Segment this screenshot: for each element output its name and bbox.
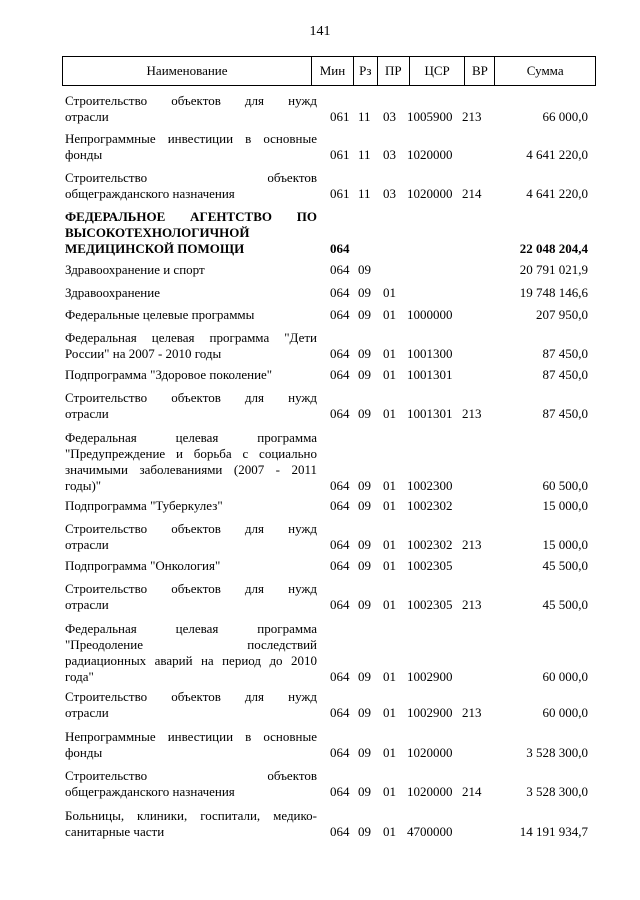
table-row: [0, 521, 640, 553]
header-csr: ЦСР: [410, 57, 466, 85]
row-csr: 1002900: [407, 669, 453, 684]
row-name-line: отрасли: [65, 705, 109, 720]
row-name-line: Больницы, клиники, госпитали, медико-: [65, 808, 317, 823]
row-name: [65, 430, 317, 494]
row-rz: 09: [358, 558, 371, 573]
row-name-line: Непрограммные инвестиции в основные: [65, 131, 317, 146]
row-name-line: Строительство объектов: [65, 170, 317, 185]
row-csr: 1002300: [407, 478, 453, 493]
table-row: [0, 729, 640, 761]
row-name-line: отрасли: [65, 109, 109, 124]
row-sum: 3 528 300,0: [526, 745, 588, 760]
row-name: [65, 209, 317, 257]
row-name-line: Строительство объектов для нужд: [65, 390, 317, 405]
row-min: 064: [330, 669, 350, 684]
table-row: [0, 689, 640, 721]
row-pr: 01: [383, 705, 396, 720]
row-sum: 60 000,0: [542, 669, 588, 684]
row-name-line: отрасли: [65, 537, 109, 552]
header-name: Наименование: [63, 57, 312, 85]
row-name-line: общегражданского назначения: [65, 784, 235, 799]
row-name-line: Федеральная целевая программа "Дети: [65, 330, 317, 345]
row-sum: 207 950,0: [536, 307, 588, 322]
table-row: [0, 498, 640, 514]
row-vr: 214: [462, 784, 482, 799]
row-min: 064: [330, 346, 350, 361]
row-pr: 03: [383, 147, 396, 162]
table-row: [0, 558, 640, 574]
row-sum: 4 641 220,0: [526, 147, 588, 162]
row-min: 064: [330, 406, 350, 421]
row-name-line: года": [65, 669, 94, 684]
row-name-line: годы)": [65, 478, 102, 493]
row-pr: 01: [383, 558, 396, 573]
table-row: [0, 430, 640, 494]
table-row: [0, 330, 640, 362]
row-name: [65, 621, 317, 685]
row-pr: 03: [383, 186, 396, 201]
row-sum: 4 641 220,0: [526, 186, 588, 201]
row-min: 064: [330, 367, 350, 382]
row-name-line: России" на 2007 - 2010 годы: [65, 346, 222, 361]
row-vr: 213: [462, 705, 482, 720]
row-name-line: Федеральная целевая программа: [65, 621, 317, 636]
row-csr: 1002305: [407, 597, 453, 612]
page-number: 141: [309, 24, 331, 39]
table-row: [0, 768, 640, 800]
row-vr: 214: [462, 186, 482, 201]
row-pr: 01: [383, 285, 396, 300]
row-rz: 09: [358, 478, 371, 493]
row-name-line: радиационных аварий на период до 2010: [65, 653, 317, 668]
row-sum: 15 000,0: [542, 537, 588, 552]
row-sum: 14 191 934,7: [519, 824, 588, 839]
row-sum: 22 048 204,4: [519, 241, 588, 256]
row-name-line: Строительство объектов для нужд: [65, 93, 317, 108]
table-header: [62, 56, 596, 86]
row-name: [65, 93, 317, 125]
row-name-line: Здравоохранение и спорт: [65, 262, 205, 277]
row-sum: 3 528 300,0: [526, 784, 588, 799]
row-name: [65, 729, 317, 761]
row-sum: 45 500,0: [542, 597, 588, 612]
row-csr: 1001301: [407, 406, 453, 421]
row-name-line: Здравоохранение: [65, 285, 160, 300]
row-rz: 09: [358, 669, 371, 684]
row-rz: 09: [358, 745, 371, 760]
row-name: [65, 768, 317, 800]
row-rz: 09: [358, 824, 371, 839]
row-name-line: "Преодоление последствий: [65, 637, 317, 652]
row-pr: 01: [383, 745, 396, 760]
row-pr: 01: [383, 498, 396, 513]
row-min: 064: [330, 558, 350, 573]
row-rz: 09: [358, 784, 371, 799]
row-min: 061: [330, 147, 350, 162]
row-min: 064: [330, 262, 350, 277]
row-name-line: МЕДИЦИНСКОЙ ПОМОЩИ: [65, 241, 245, 256]
row-pr: 01: [383, 478, 396, 493]
row-csr: 1002302: [407, 498, 453, 513]
table-row: [0, 621, 640, 685]
row-pr: 01: [383, 669, 396, 684]
row-name: [65, 498, 317, 514]
row-csr: 1020000: [407, 784, 453, 799]
row-min: 064: [330, 705, 350, 720]
row-rz: 11: [358, 109, 371, 124]
row-sum: 60 500,0: [542, 478, 588, 493]
row-name-line: "Предупреждение и борьба с социально: [65, 446, 317, 461]
row-name-line: фонды: [65, 745, 103, 760]
table-row: [0, 307, 640, 323]
row-sum: 87 450,0: [542, 367, 588, 382]
row-sum: 45 500,0: [542, 558, 588, 573]
row-rz: 09: [358, 307, 371, 322]
row-rz: 09: [358, 537, 371, 552]
row-rz: 09: [358, 367, 371, 382]
row-name-line: значимыми заболеваниями (2007 - 2011: [65, 462, 317, 477]
row-name: [65, 581, 317, 613]
row-pr: 01: [383, 784, 396, 799]
row-min: 061: [330, 109, 350, 124]
row-csr: 1001300: [407, 346, 453, 361]
row-name-line: Строительство объектов для нужд: [65, 689, 317, 704]
row-rz: 11: [358, 147, 371, 162]
row-name-line: Подпрограмма "Онкология": [65, 558, 221, 573]
row-csr: 1002900: [407, 705, 453, 720]
row-name: [65, 808, 317, 840]
row-min: 064: [330, 241, 350, 256]
header-min: Мин: [312, 57, 354, 85]
row-min: 064: [330, 478, 350, 493]
row-name-line: ФЕДЕРАЛЬНОЕ АГЕНТСТВО ПО: [65, 209, 317, 224]
row-pr: 01: [383, 537, 396, 552]
row-min: 064: [330, 745, 350, 760]
row-vr: 213: [462, 109, 482, 124]
row-name-line: Федеральные целевые программы: [65, 307, 255, 322]
header-sum: Сумма: [526, 63, 564, 78]
row-name-line: отрасли: [65, 406, 109, 421]
row-name: [65, 285, 317, 301]
row-sum: 20 791 021,9: [519, 262, 588, 277]
row-sum: 87 450,0: [542, 346, 588, 361]
row-name: [65, 262, 317, 278]
table-row: [0, 581, 640, 613]
row-name-line: Федеральная целевая программа: [65, 430, 317, 445]
table-row: [0, 390, 640, 422]
row-csr: 1002305: [407, 558, 453, 573]
row-name-line: Строительство объектов для нужд: [65, 521, 317, 536]
row-vr: 213: [462, 406, 482, 421]
row-name: [65, 307, 317, 323]
row-pr: 03: [383, 109, 396, 124]
table-row: [0, 808, 640, 840]
row-vr: 213: [462, 597, 482, 612]
row-vr: 213: [462, 537, 482, 552]
row-name-line: Непрограммные инвестиции в основные: [65, 729, 317, 744]
row-csr: 1002302: [407, 537, 453, 552]
row-csr: 1020000: [407, 745, 453, 760]
row-min: 061: [330, 186, 350, 201]
row-rz: 09: [358, 262, 371, 277]
row-min: 064: [330, 537, 350, 552]
table-row: [0, 285, 640, 301]
row-name-line: Строительство объектов для нужд: [65, 581, 317, 596]
row-csr: 1001301: [407, 367, 453, 382]
row-pr: 01: [383, 346, 396, 361]
row-name-line: Подпрограмма "Туберкулез": [65, 498, 223, 513]
row-rz: 11: [358, 186, 371, 201]
row-sum: 15 000,0: [542, 498, 588, 513]
row-name: [65, 390, 317, 422]
row-min: 064: [330, 307, 350, 322]
row-rz: 09: [358, 406, 371, 421]
row-rz: 09: [358, 705, 371, 720]
row-sum: 19 748 146,6: [519, 285, 588, 300]
row-pr: 01: [383, 597, 396, 612]
row-csr: 1020000: [407, 147, 453, 162]
row-name-line: ВЫСОКОТЕХНОЛОГИЧНОЙ: [65, 225, 250, 240]
row-name: [65, 330, 317, 362]
row-sum: 60 000,0: [542, 705, 588, 720]
row-name: [65, 170, 317, 202]
row-sum: 87 450,0: [542, 406, 588, 421]
row-rz: 09: [358, 285, 371, 300]
row-name-line: отрасли: [65, 597, 109, 612]
table-row: [0, 262, 640, 278]
row-name: [65, 131, 317, 163]
row-csr: 1000000: [407, 307, 453, 322]
table-row: [0, 93, 640, 125]
row-name: [65, 521, 317, 553]
row-rz: 09: [358, 498, 371, 513]
row-rz: 09: [358, 597, 371, 612]
row-pr: 01: [383, 307, 396, 322]
header-pr: ПР: [378, 57, 410, 85]
row-name-line: общегражданского назначения: [65, 186, 235, 201]
row-name-line: Строительство объектов: [65, 768, 317, 783]
row-name: [65, 367, 317, 383]
row-pr: 01: [383, 367, 396, 382]
row-name-line: санитарные части: [65, 824, 165, 839]
row-min: 064: [330, 824, 350, 839]
table-row: [0, 170, 640, 202]
row-pr: 01: [383, 406, 396, 421]
row-min: 064: [330, 498, 350, 513]
row-name: [65, 558, 317, 574]
header-vr: ВР: [465, 57, 495, 85]
row-min: 064: [330, 285, 350, 300]
table-row: [0, 131, 640, 163]
header-rz: Рз: [354, 57, 378, 85]
row-csr: 1020000: [407, 186, 453, 201]
table-row: [0, 209, 640, 257]
row-pr: 01: [383, 824, 396, 839]
row-csr: 4700000: [407, 824, 453, 839]
row-name-line: Подпрограмма "Здоровое поколение": [65, 367, 273, 382]
row-rz: 09: [358, 346, 371, 361]
row-min: 064: [330, 784, 350, 799]
row-sum: 66 000,0: [542, 109, 588, 124]
row-name: [65, 689, 317, 721]
row-min: 064: [330, 597, 350, 612]
row-csr: 1005900: [407, 109, 453, 124]
row-name-line: фонды: [65, 147, 103, 162]
table-row: [0, 367, 640, 383]
